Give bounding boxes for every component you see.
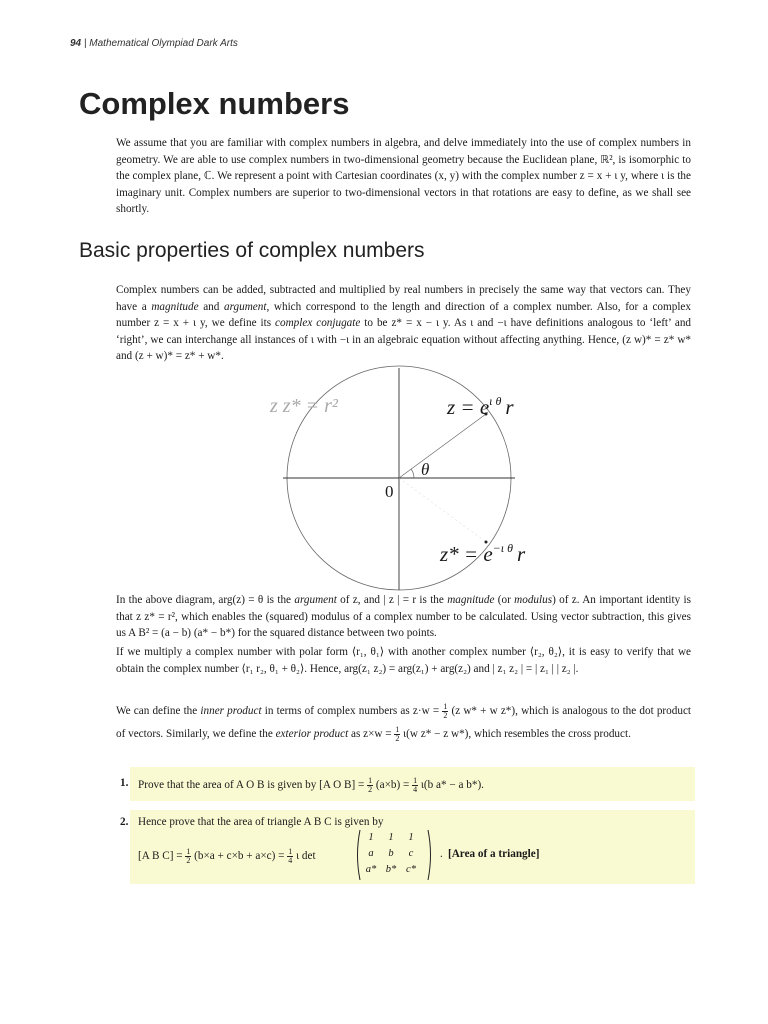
determinant-matrix: 1 1 1 a b c a* b* c* xyxy=(365,832,416,875)
exercise-2-period: . xyxy=(440,848,443,860)
z-label: $z = e^{\iota \theta}$ r xyxy=(447,394,514,419)
term-exterior-product: exterior product xyxy=(275,728,349,740)
exercise-2-formula: [A B C] = $\frac{1}{2}$ (b×a + c×b + a×c) = $\frac{1}{4}$ ι det xyxy=(138,847,316,865)
polar-paragraph: If we multiply a complex number with polar form ⟨r₁, θ₁⟩ with another complex number ⟨r₂, θ₂⟩, it is easy to verify that we obtain the complex number ⟨r₁ r₂, θ₁ + θ₂⟩. Hence, arg(z₁ z₂) = arg(z₁) + arg(z₂) and | z₁ z₂ | = | z₁ | | z₂ |. xyxy=(116,646,691,675)
term-argument: argument xyxy=(224,300,267,313)
area-of-triangle-tag: [Area of a triangle] xyxy=(448,848,540,860)
fraction-half: $\frac{1}{2}$ xyxy=(395,724,400,743)
diagram-paragraph: In the above diagram, arg(z) = θ is the argument of z, and | z | = r is the magnitude (or modulus) of z. An important identity is that z z* = r², which enables the (squared) modulus of a complex number to be calculated. Using vector subtraction, this gives us A B² = (a − b) (a* − b*) for the squared distance between two points. xyxy=(116,594,691,639)
theta-label: θ xyxy=(421,460,430,479)
running-head-separator: | xyxy=(81,38,90,49)
page-number: 94 xyxy=(70,38,82,49)
products-paragraph: We can define the inner product in terms of complex numbers as z·w = $\frac{1}{2}$ (z w* + w z*), which is analogous to the dot product of vectors. Similarly, we define the exterior product as z×w = $\frac{1}{2}$ ι(w z* − z w*), which resembles the cross product. xyxy=(116,701,692,743)
exercise-2-box xyxy=(120,810,695,884)
book-title: Mathematical Olympiad Dark Arts xyxy=(89,38,238,49)
identity-label: z z* = r² xyxy=(270,395,338,417)
origin-label: 0 xyxy=(385,482,394,501)
exercise-2-text: Hence prove that the area of triangle A B C is given by xyxy=(138,816,384,828)
term-complex-conjugate: complex conjugate xyxy=(275,317,361,329)
exercise-2-number: 2. xyxy=(120,816,129,828)
exercise-1-text: Prove that the area of A O B is given by [A O B] = $\frac{1}{2}$ (a×b) = $\frac{1}{4}$ ι(b a* − a b*). xyxy=(138,776,484,794)
zstar-label: $z* = e^{-\iota \theta}$ r xyxy=(440,541,526,566)
exercise-1-number: 1. xyxy=(120,777,129,789)
properties-paragraph: Complex numbers can be added, subtracted and multiplied by real numbers in precisely the same way that vectors can. They have a magnitude and argument, which correspond to the length and direction of a complex number. Also, for a complex number z = x + ι y, we define its complex conjugate to be z* = x − ι y. As ι and −ι have definitions analogous to ‘left’ and ‘right’, we can interchange all instances of ι with −ι in an algebraic equation without affecting anything. Hence, (z w)* = z* w* and (z + w)* = z* + w*. xyxy=(116,284,692,362)
fraction-half: $\frac{1}{2}$ xyxy=(443,701,448,720)
intro-paragraph: We assume that you are familiar with complex numbers in algebra, and delve immediately into the use of complex numbers in geometry. We are able to use complex numbers in two-dimensional geometry because the Euclidean plane, ℝ², is isomorphic to the complex plane, ℂ. We represent a point with Cartesian coordinates (x, y) with the complex number z = x + ι y, where ι is the imaginary unit. Complex numbers are superior to two-dimensional vectors in that rotations are easy to define, as we shall see shortly. xyxy=(116,137,691,215)
term-inner-product: inner product xyxy=(200,705,262,717)
exercise-1-box xyxy=(120,767,695,801)
subsection-title: Basic properties of complex numbers xyxy=(79,239,425,262)
section-title: Complex numbers xyxy=(79,86,350,121)
radius-line-zstar xyxy=(399,478,486,542)
radius-line-z xyxy=(399,414,486,478)
angle-arc xyxy=(411,469,414,478)
term-magnitude: magnitude xyxy=(151,300,199,313)
